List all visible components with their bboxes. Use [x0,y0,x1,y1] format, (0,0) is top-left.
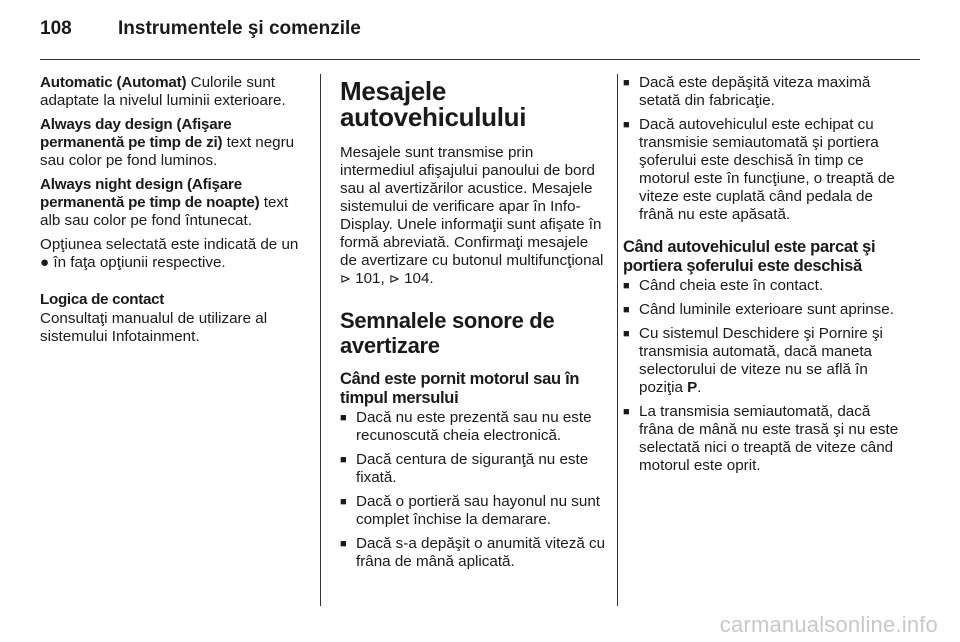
column-divider [617,74,618,606]
paragraph-day-design [40,116,308,170]
text: Mesajele sunt transmise prin intermediul afişajului panoului de bord sau al avertizărilor acustice. Mesajele sistemului de verificare apar în Info-Display. Unele informaţii sunt afişate în formă abreviată. Confirmaţi mesajele de avertizare cu butonul multifuncţional [340,144,604,269]
list-item: ■ Dacă este depăşită viteza maximă setată din fabricaţie. [623,74,908,110]
list-item: ■ La transmisia semiautomată, dacă frâna de mână nu este trasă şi nu este selectată nici o treaptă de viteze când motorul este oprit. [623,403,908,475]
header-divider [40,59,920,60]
column-right [623,74,908,481]
list-item: ■ Când luminile exterioare sunt aprinse. [623,301,908,319]
page-header [40,18,361,48]
list-item: ■ Dacă autovehiculul este echipat cu transmisie semiautomată şi portiera şoferului este deschisă în timp ce motorul este în funcţiune, o treaptă de viteze este cuplată când pedala de frână nu este apăsată. [623,116,908,224]
list-item [623,325,908,397]
list-item: ■ Dacă nu este prezentă sau nu este recunoscută cheia electronică. [340,409,608,445]
subsection-title-parked: Când autovehiculul este parcat şi portiera şoferului este deschisă [623,238,876,275]
text: Cu sistemul Deschidere şi Pornire şi transmisia automată, dacă maneta selectorului de viteze nu se află în poziţia [639,325,883,396]
separator: , [380,270,389,287]
warning-list-continued [623,74,908,224]
section-heading-contact-logic: Logica de contact [40,291,165,308]
text: . [429,270,434,287]
gear-position-label: P [687,379,698,396]
text: Opţiunea selectată este indicată de un [40,236,299,253]
paragraph-selected-option [40,236,308,272]
column-divider [320,74,321,606]
warning-list [340,409,608,571]
subsection-title-engine-running: Când este pornit motorul sau în timpul mersului [340,370,580,407]
paragraph-automatic [40,74,308,110]
parked-warning-list [623,277,908,475]
page-ref-icon: ⊳ [388,271,400,286]
text: . [697,379,702,396]
list-item: ■ Dacă s-a depăşit o anumită viteză cu frâna de mână aplicată. [340,535,608,571]
definition-text: text negru sau color pe fond luminos. [40,134,295,169]
page-ref-link[interactable]: 104 [404,270,430,287]
term-automatic: Automatic (Automat) [40,74,187,91]
page-ref-link[interactable]: 101 [355,270,381,287]
list-item: ■ Dacă o portieră sau hayonul nu sunt complet închise la demarare. [340,493,608,529]
section-title-warning-chimes: Semnalele sonore de avertizare [340,308,555,358]
watermark: carmanualsonline.info [719,612,938,637]
definition-text: text alb sau color pe fond întunecat. [40,194,289,229]
term-day-design: Always day design (Afişare permanentă pe timp de zi) [40,116,232,151]
column-middle [340,74,608,577]
paragraph-contact-logic: Consultaţi manualul de utilizare al sistemului Infotainment. [40,310,268,345]
list-item: ■ Când cheia este în contact. [623,277,908,295]
definition-text: Culorile sunt adaptate la nivelul luminii exterioare. [40,74,286,109]
section-title-messages: Mesajele autovehiculului [340,76,527,132]
list-item: ■ Dacă centura de siguranţă nu este fixată. [340,451,608,487]
text: în faţa opţiunii respective. [49,254,226,271]
page-ref-icon: ⊳ [340,271,351,286]
paragraph-messages-intro [340,144,608,288]
bullet-dot-icon: ● [40,254,50,271]
column-left [40,74,308,352]
page-number: 108 [40,18,72,39]
page-title: Instrumentele şi comenzile [118,18,361,39]
paragraph-night-design [40,176,308,230]
term-night-design: Always night design (Afişare permanentă pe timp de noapte) [40,176,260,211]
